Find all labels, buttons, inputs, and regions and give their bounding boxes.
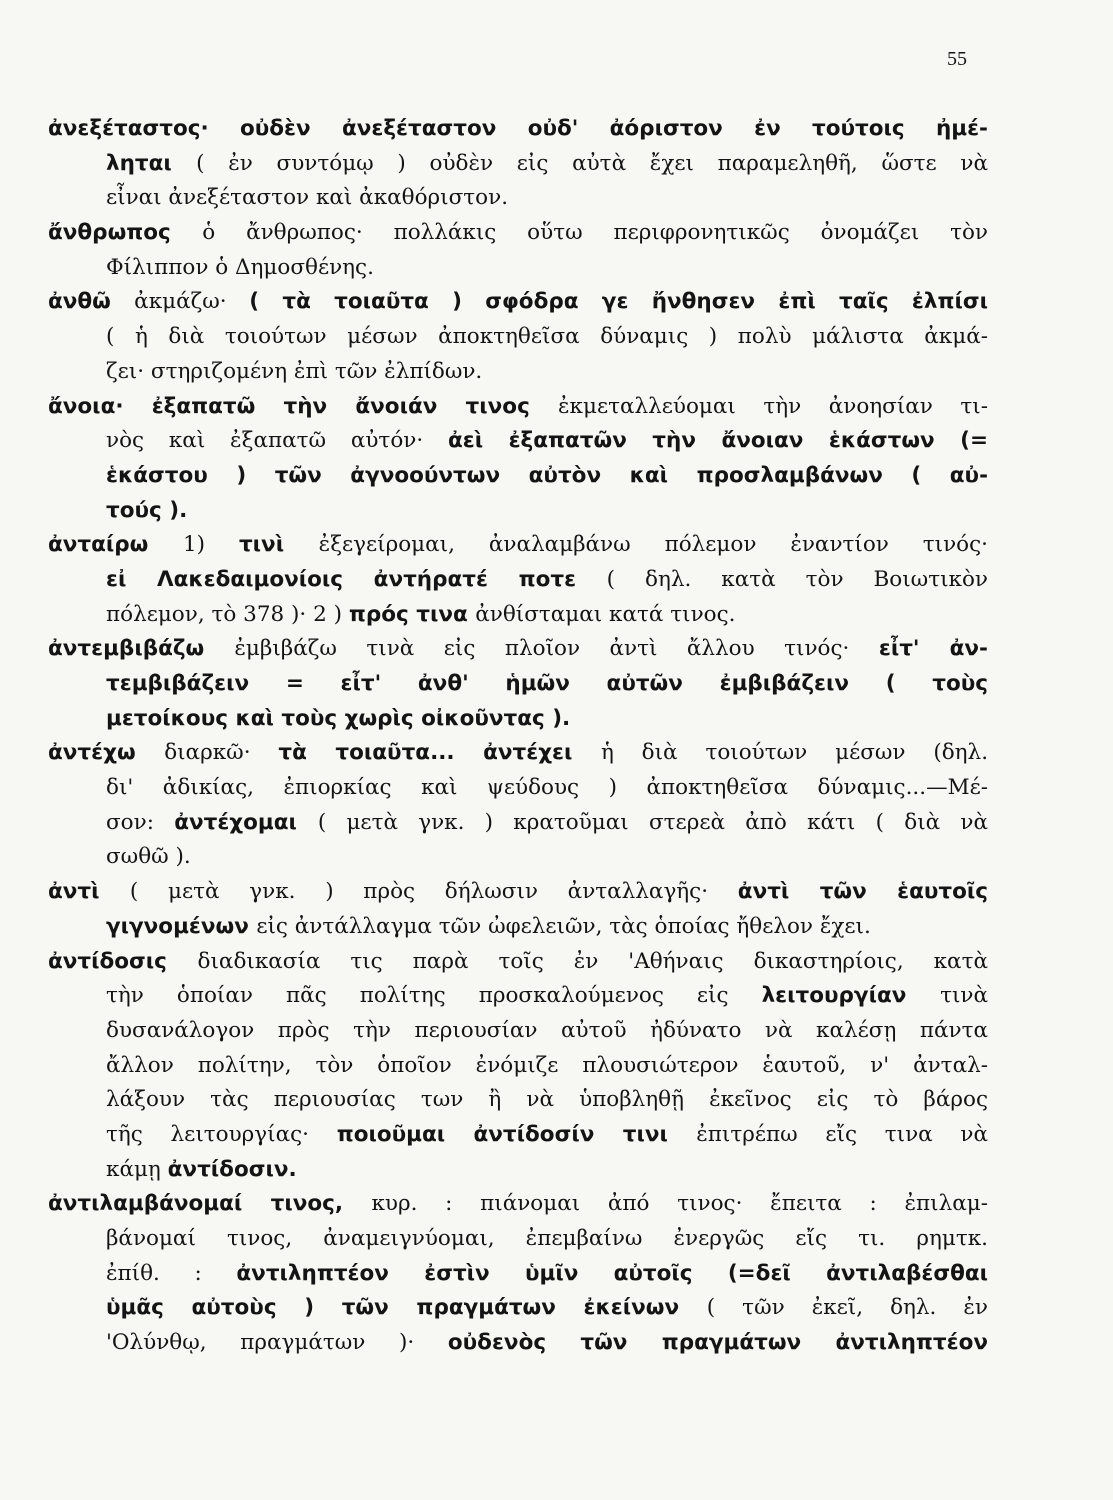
entry-continuation-line — [48, 1083, 988, 1118]
definition-text: ( δηλ. κατὰ τὸν Βοιωτικὸν — [606, 566, 988, 592]
entry-continuation-line — [48, 494, 988, 529]
entry-continuation-line — [48, 355, 988, 390]
bold-greek-term: ἀντιληπτέον ἐστὶν ὑμῖν αὐτοῖς (=δεῖ ἀντιλαβέσθαι — [236, 1260, 988, 1286]
definition-text: κυρ. : πιάνομαι ἀπό τινος· ἔπειτα : ἐπιλαμ- — [371, 1191, 988, 1217]
definition-text: κάμῃ — [106, 1156, 168, 1182]
entry-continuation-line — [48, 979, 988, 1014]
entry-continuation-line — [48, 1153, 988, 1188]
definition-text: ὁ ἄνθρωπος· πολλάκις οὕτω περιφρονητικῶς ὀνομάζει τὸν — [202, 220, 988, 246]
entry-headword-line — [48, 945, 988, 980]
definition-text: ἐμβιβάζω τινὰ εἰς πλοῖον ἀντὶ ἄλλου τινός· — [234, 636, 879, 662]
bold-greek-term: οὐδενὸς τῶν πραγμάτων ἀντιληπτέον — [447, 1330, 988, 1356]
definition-text: εἰς ἀντάλλαγμα τῶν ὠφελειῶν, τὰς ὁποίας ἤθελον ἔχει. — [256, 913, 871, 939]
definition-text: ζει· στηριζομένη ἐπὶ τῶν ἐλπίδων. — [106, 358, 483, 384]
entry-continuation-line — [48, 1222, 988, 1257]
definition-text: βάνομαί τινος, ἀναμειγνύομαι, ἐπεμβαίνω ἐνεργῶς εἴς τι. ρημτκ. — [106, 1226, 988, 1251]
definition-text: ἐπίθ. : — [106, 1260, 237, 1286]
definition-text: ἐξεγείρομαι, ἀναλαμβάνω πόλεμον ἐναντίον τινός· — [318, 532, 988, 558]
bold-greek-term: ποιοῦμαι ἀντίδοσίν τινι — [336, 1121, 697, 1147]
entry-continuation-line — [48, 667, 988, 702]
entry-continuation-line — [48, 702, 988, 737]
bold-greek-term: ἀντιλαμβάνομαί τινος, — [48, 1191, 372, 1217]
bold-greek-term: ἀντέχω — [48, 740, 165, 766]
bold-greek-term: ὑμᾶς αὐτοὺς ) τῶν πραγμάτων ἐκείνων — [106, 1295, 707, 1321]
bold-greek-term: ἀντὶ — [48, 879, 130, 905]
bold-greek-term: εἶτ' ἀν- — [878, 636, 988, 662]
entry-continuation-line — [48, 459, 988, 494]
definition-text: σωθῶ ). — [106, 844, 191, 870]
definition-text: πόλεμον, τὸ 378 )· 2 ) — [106, 601, 349, 627]
definition-text: ἡ διὰ τοιούτων μέσων (δηλ. — [600, 740, 988, 766]
entry-continuation-line — [48, 1118, 988, 1153]
bold-greek-term: ἀντέχομαι — [174, 809, 318, 835]
dictionary-text-body — [48, 112, 988, 1361]
definition-text: ( ἡ διὰ τοιούτων μέσων ἀποκτηθεῖσα δύναμις ) πολὺ μάλιστα ἀκμά- — [106, 324, 988, 350]
entry-headword-line — [48, 285, 988, 320]
definition-text: ( ἐν συντόμῳ ) οὐδὲν εἰς αὐτὰ ἔχει παραμεληθῆ, ὥστε νὰ — [196, 150, 988, 176]
entry-continuation-line — [48, 563, 988, 598]
bold-greek-term: γιγνομένων — [106, 913, 257, 939]
bold-greek-term: ληται — [106, 150, 197, 176]
definition-text: 'Ολύνθῳ, πραγμάτων )· — [106, 1330, 448, 1356]
bold-greek-term: εἰ Λακεδαιμονίοις ἀντήρατέ ποτε — [106, 566, 607, 592]
bold-greek-term: οὐδὲν ἀνεξέταστον οὐδ' ἀόριστον ἐν τούτοις ἠμέ- — [240, 116, 988, 141]
entry-headword-line — [48, 528, 988, 563]
definition-text: 1) — [182, 532, 239, 558]
page-number: 55 — [947, 48, 967, 70]
definition-text: ( τῶν ἐκεῖ, δηλ. ἐν — [706, 1295, 988, 1321]
definition-text: ( μετὰ γνκ. ) κρατοῦμαι στερεὰ ἀπὸ κάτι ( διὰ νὰ — [317, 809, 988, 835]
bold-greek-term: λειτουργίαν — [761, 983, 941, 1009]
bold-greek-term: τὰ τοιαῦτα... ἀντέχει — [278, 740, 601, 766]
bold-greek-term: ἑκάστου ) τῶν ἀγνοούντων αὐτὸν καὶ προσλαμβάνων ( αὐ- — [106, 462, 988, 488]
bold-greek-term: ἀντεμβιβάζω — [48, 636, 235, 662]
entry-continuation-line — [48, 1014, 988, 1049]
definition-text: Φίλιππον ὁ Δημοσθένης. — [106, 254, 374, 280]
entry-headword-line — [48, 112, 988, 147]
entry-headword-line — [48, 390, 988, 425]
definition-text: τὴν ὁποίαν πᾶς πολίτης προσκαλούμενος εἰς — [106, 983, 762, 1009]
entry-continuation-line — [48, 840, 988, 875]
definition-text: δι' ἀδικίας, ἐπιορκίας καὶ ψεύδους ) ἀποκτηθεῖσα δύναμις...—Μέ- — [106, 775, 988, 801]
definition-text: ἐκμεταλλεύομαι τὴν ἀνοησίαν τι- — [558, 393, 988, 419]
bold-greek-term: ἀντὶ τῶν ἑαυτοῖς — [737, 879, 988, 905]
entry-continuation-line — [48, 320, 988, 355]
definition-text: τῆς λειτουργίας· — [106, 1121, 337, 1147]
entry-continuation-line — [48, 1257, 988, 1292]
definition-text: διαρκῶ· — [164, 740, 279, 766]
definition-text: δυσανάλογον πρὸς τὴν περιουσίαν αὐτοῦ ἠδύνατο νὰ καλέσῃ πάντα — [106, 1017, 988, 1043]
bold-greek-term: ἐξαπατῶ τὴν ἄνοιάν τινος — [151, 393, 558, 419]
entry-continuation-line — [48, 771, 988, 806]
entry-headword-line — [48, 875, 988, 910]
entry-continuation-line — [48, 251, 988, 286]
bold-greek-term: ἀνθῶ — [48, 289, 135, 315]
entry-headword-line — [48, 1187, 988, 1222]
definition-text: διαδικασία τις παρὰ τοῖς ἐν 'Αθήναις δικαστηρίοις, κατὰ — [197, 948, 988, 974]
entry-continuation-line — [48, 1326, 988, 1361]
bold-greek-term: μετοίκους καὶ τοὺς χωρὶς οἰκοῦντας ). — [106, 705, 571, 731]
bold-greek-term: ἀνεξέταστος· — [48, 116, 240, 141]
entry-headword-line — [48, 632, 988, 667]
bold-greek-term: ἄνοια· — [48, 393, 152, 419]
bold-greek-term: ἀεὶ ἐξαπατῶν τὴν ἄνοιαν ἑκάστων (= — [448, 428, 988, 454]
entry-continuation-line — [48, 424, 988, 459]
definition-text: ἀνθίσταμαι κατά τινος. — [475, 601, 736, 627]
definition-text: ἄλλον πολίτην, τὸν ὁποῖον ἐνόμιζε πλουσιώτερον ἑαυτοῦ, ν' ἀνταλ- — [106, 1052, 988, 1078]
entry-continuation-line — [48, 806, 988, 841]
bold-greek-term: τεμβιβάζειν = εἶτ' ἀνθ' ἡμῶν αὐτῶν ἐμβιβάζειν ( τοὺς — [106, 671, 988, 696]
bold-greek-term: ἄνθρωπος — [48, 220, 203, 246]
bold-greek-term: πρός τινα — [348, 601, 476, 627]
bold-greek-term: ἀντίδοσιν. — [167, 1156, 297, 1182]
entry-headword-line — [48, 216, 988, 251]
entry-continuation-line — [48, 181, 988, 216]
bold-greek-term: τινὶ — [238, 532, 319, 558]
definition-text: τινὰ — [940, 983, 988, 1009]
entry-continuation-line — [48, 1291, 988, 1326]
bold-greek-term: ἀνταίρω — [48, 532, 183, 558]
definition-text: ( μετὰ γνκ. ) πρὸς δήλωσιν ἀνταλλαγῆς· — [129, 879, 738, 905]
entry-continuation-line — [48, 147, 988, 182]
definition-text: σον: — [106, 809, 175, 835]
definition-text: νὸς καὶ ἐξαπατῶ αὐτόν· — [106, 428, 448, 454]
definition-text: ἐπιτρέπω εἴς τινα νὰ — [696, 1121, 988, 1147]
definition-text: εἶναι ἀνεξέταστον καὶ ἀκαθόριστον. — [106, 185, 509, 211]
bold-greek-term: ἀντίδοσις — [48, 948, 198, 974]
definition-text: λάξουν τὰς περιουσίας των ἢ νὰ ὑποβληθῇ ἐκεῖνος εἰς τὸ βάρος — [106, 1087, 988, 1113]
entry-continuation-line — [48, 1049, 988, 1084]
entry-continuation-line — [48, 598, 988, 633]
definition-text: ἀκμάζω· — [134, 289, 250, 315]
bold-greek-term: τούς ). — [106, 497, 188, 523]
entry-continuation-line — [48, 910, 988, 945]
entry-headword-line — [48, 736, 988, 771]
bold-greek-term: ( τὰ τοιαῦτα ) σφόδρα γε ἤνθησεν ἐπὶ ταῖς ἐλπίσι — [249, 289, 988, 315]
